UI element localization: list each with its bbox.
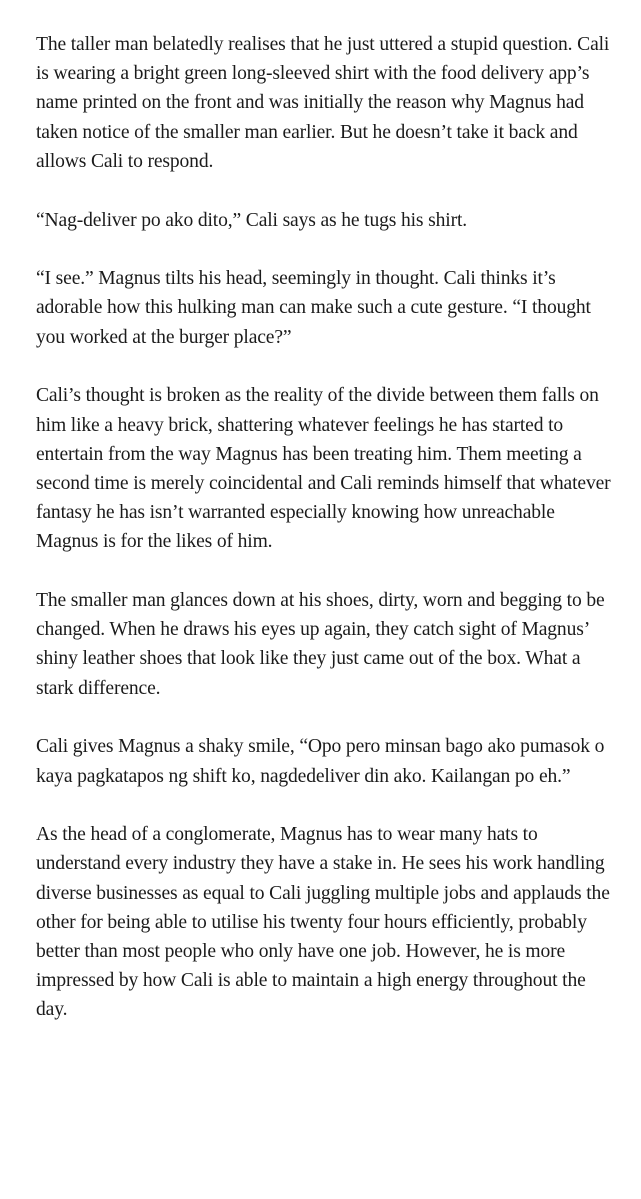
story-paragraph-3: “I see.” Magnus tilts his head, seemingly in thought. Cali thinks it’s adorable how this hulking man can make such a cute gesture. “I thought you worked at the burger place?” xyxy=(36,268,591,348)
story-paragraph-6: Cali gives Magnus a shaky smile, “Opo pero minsan bago ako pumasok o kaya pagkatapos ng shift ko, nagdedeliver din ako. Kailangan po eh.” xyxy=(36,736,605,787)
story-paragraph-7: As the head of a conglomerate, Magnus has to wear many hats to understand every industry they have a stake in. He sees his work handling diverse businesses as equal to Cali juggling multiple jobs and applauds the other for being able to utilise his twenty four hours efficiently, probably better than most people who only have one job. However, he is more impressed by how Cali is able to maintain a high energy throughout the day. xyxy=(36,824,610,1021)
story-paragraph-4: Cali’s thought is broken as the reality of the divide between them falls on him like a heavy brick, shattering whatever feelings he has started to entertain from the way Magnus has been treating him. Them meeting a second time is merely coincidental and Cali reminds himself that whatever fantasy he has isn’t warranted especially knowing how unreachable Magnus is for the likes of him. xyxy=(36,385,611,553)
story-paragraph-1: The taller man belatedly realises that he just uttered a stupid question. Cali is wearing a bright green long-sleeved shirt with the food delivery app’s name printed on the front and was initially the reason why Magnus had taken notice of the smaller man earlier. But he doesn’t take it back and allows Cali to respond. xyxy=(36,34,610,172)
story-paragraph-2: “Nag-deliver po ako dito,” Cali says as he tugs his shirt. xyxy=(36,209,467,231)
story-paragraph-5: The smaller man glances down at his shoes, dirty, worn and begging to be changed. When he draws his eyes up again, they catch sight of Magnus’ shiny leather shoes that look like they just came out of the box. What a stark difference. xyxy=(36,590,605,699)
